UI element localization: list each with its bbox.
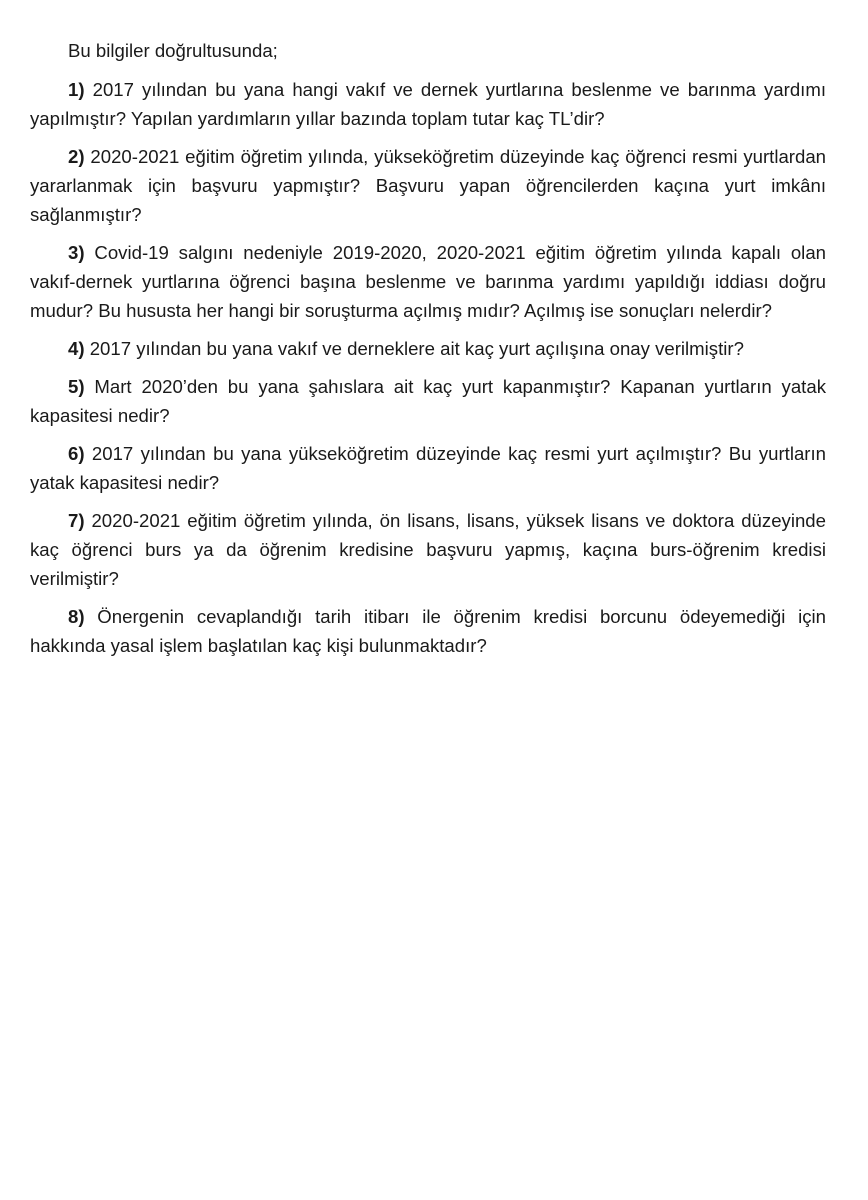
question-item	[30, 142, 826, 229]
question-item	[30, 372, 826, 430]
question-text: 2017 yılından bu yana hangi vakıf ve dernek yurtlarına beslenme ve barınma yardımı yapılmıştır? Yapılan yardımların yıllar bazında toplam tutar kaç TL’dir?	[30, 79, 826, 129]
question-item	[30, 334, 826, 363]
question-item	[30, 439, 826, 497]
question-item	[30, 602, 826, 660]
question-text: Önergenin cevaplandığı tarih itibarı ile öğrenim kredisi borcunu ödeyemediği için hakkında yasal işlem başlatılan kaç kişi bulunmaktadır?	[30, 606, 826, 656]
question-item	[30, 75, 826, 133]
question-number: 3)	[68, 242, 85, 263]
question-number: 5)	[68, 376, 85, 397]
question-item	[30, 506, 826, 593]
question-number: 7)	[68, 510, 85, 531]
question-number: 2)	[68, 146, 85, 167]
question-text: 2017 yılından bu yana vakıf ve derneklere ait kaç yurt açılışına onay verilmiştir?	[89, 338, 744, 359]
question-text: 2020-2021 eğitim öğretim yılında, ön lisans, lisans, yüksek lisans ve doktora düzeyinde kaç öğrenci burs ya da öğrenim kredisine başvuru yapmış, kaçına burs-öğrenim kredisi verilmiştir?	[30, 510, 826, 589]
question-text: 2017 yılından bu yana yükseköğretim düzeyinde kaç resmi yurt açılmıştır? Bu yurtların yatak kapasitesi nedir?	[30, 443, 826, 493]
question-text: Covid-19 salgını nedeniyle 2019-2020, 2020-2021 eğitim öğretim yılında kapalı olan vakıf-dernek yurtlarına öğrenci başına beslenme ve barınma yardımı yapıldığı iddiası doğru mudur? Bu hususta her hangi bir soruşturma açılmış mıdır? Açılmış ise sonuçları nelerdir?	[30, 242, 827, 321]
question-number: 6)	[68, 443, 85, 464]
question-number: 4)	[68, 338, 85, 359]
intro-text: Bu bilgiler doğrultusunda;	[68, 40, 278, 61]
question-number: 1)	[68, 79, 85, 100]
document-page	[30, 36, 826, 669]
question-item	[30, 238, 826, 325]
question-number: 8)	[68, 606, 85, 627]
question-text: 2020-2021 eğitim öğretim yılında, yükseköğretim düzeyinde kaç öğrenci resmi yurtlardan yararlanmak için başvuru yapmıştır? Başvuru yapan öğrencilerden kaçına yurt imkânı sağlanmıştır?	[30, 146, 827, 225]
question-text: Mart 2020’den bu yana şahıslara ait kaç yurt kapanmıştır? Kapanan yurtların yatak kapasitesi nedir?	[30, 376, 826, 426]
